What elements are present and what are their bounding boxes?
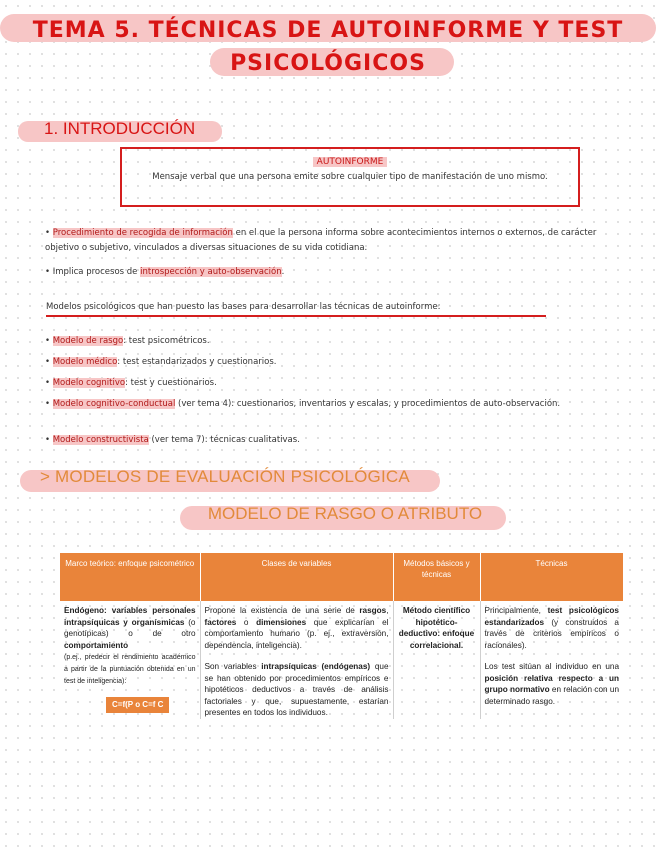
cell-small-text: (p.ej., predecir el rendimiento académico a partir de la puntuación obtenida en un test de inteligencia): xyxy=(64,654,196,685)
section-heading-introduccion: 1. INTRODUCCIÓN xyxy=(44,119,196,138)
model-desc: (ver tema 4): cuestionarios, inventarios y escalas, y procedimientos de auto-observación. xyxy=(175,399,561,409)
formula-badge: C=f(P o C=f C xyxy=(106,697,169,713)
bold-text: comportamiento xyxy=(64,640,129,650)
model-desc: (ver tema 7): técnicas cualitativas. xyxy=(148,435,300,445)
cell-text: Son variables xyxy=(204,662,262,671)
table-cell-tecnicas xyxy=(480,601,623,719)
model-list-item: • Modelo cognitivo-conductual (ver tema 4): cuestionarios, inventarios y escalas, y procedimientos de auto-observación. xyxy=(45,399,561,409)
models-title: Modelos psicológicos que han puesto las bases para desarrollar las técnicas de autoinforme: xyxy=(46,302,441,312)
definition-term: AUTOINFORME xyxy=(313,157,388,167)
bold-text: factores xyxy=(204,617,237,627)
model-desc: : test estandarizados y cuestionarios. xyxy=(117,357,277,367)
cell-text: que se han obtenido por procedimientos empíricos e hipotéticos deductivos a través de análisis factoriales y que, supuestamente, estarían presentes en todos los individuos. xyxy=(204,662,389,717)
model-name: Modelo cognitivo-conductual xyxy=(52,399,176,409)
bold-text: intrapsíquicas (endógenas) xyxy=(261,662,371,671)
cell-text: Principalmente, xyxy=(484,606,548,615)
model-name: Modelo constructivista xyxy=(52,435,149,445)
cell-text: que explicarían el comportamiento humano (p. ej., extraversión, dependencia, inteligencia). xyxy=(204,617,389,650)
highlight-text: Procedimiento de recogida de información xyxy=(52,228,233,238)
cell-text: Propone la existencia de una serie de xyxy=(204,606,360,615)
table-row xyxy=(60,601,623,719)
bold-text: posición relativa respecto a un grupo normativo xyxy=(484,673,619,694)
table-cell-metodos: Método científico hipotético-deductivo: enfoque correlacional. xyxy=(393,601,480,719)
definition-box xyxy=(120,147,580,207)
bold-text: Endógeno: xyxy=(64,606,107,615)
bold-text: dimensiones xyxy=(256,617,307,627)
table-header: Marco teórico: enfoque psicométrico xyxy=(60,553,200,601)
table-cell-marco xyxy=(60,601,200,719)
page-title-line1: TEMA 5. TÉCNICAS DE AUTOINFORME Y TEST xyxy=(32,18,624,43)
table-cell-variables xyxy=(200,601,393,719)
page-title xyxy=(0,14,656,80)
model-desc: : test y cuestionarios. xyxy=(125,378,217,388)
table-header-row xyxy=(60,553,623,601)
cell-text: (o genotípicas) o de otro xyxy=(64,617,196,638)
red-underline xyxy=(46,315,546,317)
table-header: Métodos básicos y técnicas xyxy=(393,553,480,601)
cell-text: (y construidos a través de criterios empíricos o racionales). xyxy=(484,617,619,650)
bold-text: variables personales intrapsíquicas y organísmicas xyxy=(64,606,196,627)
rasgo-table xyxy=(60,553,624,719)
model-list-item: • Modelo cognitivo: test y cuestionarios. xyxy=(45,378,217,388)
model-list-item: • Modelo constructivista (ver tema 7): técnicas cualitativas. xyxy=(45,435,300,445)
model-name: Modelo cognitivo xyxy=(52,378,126,388)
bullet-text: . xyxy=(281,267,285,277)
cell-text: en relación con un determinado rasgo. xyxy=(484,685,620,706)
bullet-text: en el que la persona informa sobre acontecimientos internos o externos, de carácter objetivo o subjetivo, vinculados a diversas situaciones de su vida cotidiana. xyxy=(45,228,597,253)
cell-text: o xyxy=(236,617,257,627)
bold-text: test psicológicos estandarizados xyxy=(484,606,619,627)
subheading-modelo-rasgo: MODELO DE RASGO O ATRIBUTO xyxy=(207,504,483,523)
section-heading-modelos: > MODELOS DE EVALUACIÓN PSICOLÓGICA xyxy=(40,467,410,486)
bullet-introspeccion: • Implica procesos de introspección y auto-observación. xyxy=(45,267,285,277)
page-title-line2: PSICOLÓGICOS xyxy=(230,51,426,76)
table-header: Técnicas xyxy=(480,553,623,601)
model-name: Modelo médico xyxy=(52,357,118,367)
definition-text: Mensaje verbal que una persona emite sobre cualquier tipo de manifestación de uno mismo. xyxy=(152,172,548,182)
bullet-procedimiento: • Procedimiento de recogida de información en el que la persona informa sobre acontecimientos internos o externos, de carácter objetivo o subjetivo, vinculados a diversas situaciones de su vida cotidiana. xyxy=(45,228,597,253)
bold-text: rasgos xyxy=(359,606,387,615)
model-list-item: • Modelo de rasgo: test psicométricos. xyxy=(45,336,210,346)
model-desc: : test psicométricos. xyxy=(123,336,210,346)
cell-text: , xyxy=(386,606,389,615)
highlight-text: introspección y auto-observación xyxy=(140,267,282,277)
cell-text: Los test sitúan al individuo en una xyxy=(484,662,619,671)
model-list-item: • Modelo médico: test estandarizados y cuestionarios. xyxy=(45,357,277,367)
model-name: Modelo de rasgo xyxy=(52,336,124,346)
table-header: Clases de variables xyxy=(200,553,393,601)
bullet-text: Implica procesos de xyxy=(52,267,141,277)
